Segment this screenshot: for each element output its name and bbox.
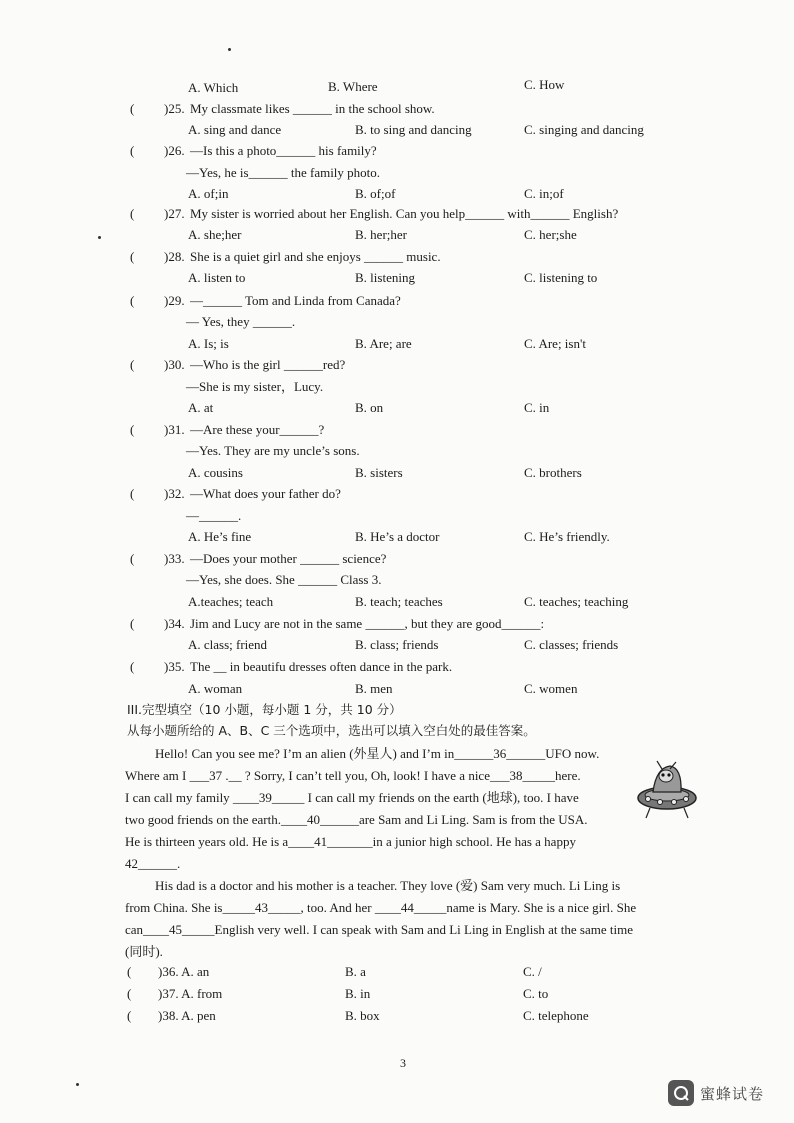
answer-paren[interactable]: (: [130, 293, 135, 308]
answer-paren[interactable]: (: [130, 659, 135, 674]
page-number: 3: [400, 1056, 406, 1070]
scan-speck: [76, 1083, 79, 1086]
passage-line: His dad is a doctor and his mother is a teacher. They love (爱) Sam very much. Li Ling is: [155, 878, 621, 893]
answer-paren[interactable]: (: [127, 964, 132, 979]
question-stem: —What does your father do?: [190, 486, 341, 501]
answer-paren[interactable]: (: [127, 986, 132, 1001]
option-a[interactable]: A. listen to: [188, 270, 246, 285]
option-b[interactable]: B. Are; are: [355, 336, 412, 351]
passage-line: (同时).: [125, 944, 163, 959]
answer-paren[interactable]: (: [130, 206, 135, 221]
option-b[interactable]: B. men: [355, 681, 393, 696]
option-a[interactable]: A. cousins: [188, 465, 243, 480]
question-stem-line: —Yes, he is______ the family photo.: [186, 165, 381, 180]
cloze-option-c[interactable]: C. telephone: [523, 1008, 589, 1023]
question-number: )28.: [164, 249, 185, 264]
cloze-option-c[interactable]: C. /: [523, 964, 542, 979]
option-a[interactable]: A. woman: [188, 681, 243, 696]
cloze-option-b[interactable]: B. in: [345, 986, 371, 1001]
passage-line: can____45_____English very well. I can speak with Sam and Li Ling in English at the same time: [125, 922, 633, 937]
question-stem-line: —Yes. They are my uncle’s sons.: [186, 443, 360, 458]
option-b[interactable]: B. sisters: [355, 465, 403, 480]
passage-line: Hello! Can you see me? I’m an alien (外星人) and I’m in______36______UFO now.: [155, 746, 600, 761]
question-stem: —Who is the girl ______red?: [190, 357, 346, 372]
answer-paren[interactable]: (: [130, 616, 135, 631]
passage-line: He is thirteen years old. He is a____41_______in a junior high school. He has a happy: [125, 834, 576, 849]
question-stem-line: —Yes, she does. She ______ Class 3.: [186, 572, 382, 587]
option-b[interactable]: B. of;of: [355, 186, 396, 201]
cloze-option-b[interactable]: B. box: [345, 1008, 380, 1023]
question-stem-line: —She is my sister，Lucy.: [186, 379, 324, 394]
q24-option-b: B. Where: [328, 79, 378, 94]
answer-paren[interactable]: (: [130, 422, 135, 437]
question-stem: Jim and Lucy are not in the same ______, but they are good______:: [190, 616, 545, 631]
question-stem: —Does your mother ______ science?: [190, 551, 387, 566]
option-c[interactable]: C. classes; friends: [524, 637, 619, 652]
option-a[interactable]: A. she;her: [188, 227, 242, 242]
answer-paren[interactable]: (: [130, 101, 135, 116]
answer-paren[interactable]: (: [130, 551, 135, 566]
question-number: )35.: [164, 659, 185, 674]
passage-line: Where am I ___37 .__ ? Sorry, I can’t tell you, Oh, look! I have a nice___38_____here.: [125, 768, 581, 783]
question-stem: My sister is worried about her English. Can you help______ with______ English?: [190, 206, 619, 221]
bee-exam-logo: [668, 1080, 764, 1106]
option-a[interactable]: A. sing and dance: [188, 122, 282, 137]
option-b[interactable]: B. He’s a doctor: [355, 529, 440, 544]
option-b[interactable]: B. teach; teaches: [355, 594, 443, 609]
question-number: )30.: [164, 357, 185, 372]
ufo-alien-illustration: [636, 758, 698, 822]
passage-line: two good friends on the earth.____40______are Sam and Li Ling. Sam is from the USA.: [125, 812, 588, 827]
question-stem: —Is this a photo______ his family?: [190, 143, 377, 158]
cloze-option-c[interactable]: C. to: [523, 986, 549, 1001]
option-b[interactable]: B. listening: [355, 270, 415, 285]
option-b[interactable]: B. to sing and dancing: [355, 122, 472, 137]
option-c[interactable]: C. singing and dancing: [524, 122, 644, 137]
option-c[interactable]: C. listening to: [524, 270, 598, 285]
scan-speck: [98, 236, 101, 239]
question-number: )27.: [164, 206, 185, 221]
option-b[interactable]: B. her;her: [355, 227, 407, 242]
option-a[interactable]: A. of;in: [188, 186, 229, 201]
question-number: )34.: [164, 616, 185, 631]
question-number: )25.: [164, 101, 185, 116]
option-b[interactable]: B. class; friends: [355, 637, 439, 652]
option-c[interactable]: C. in;of: [524, 186, 564, 201]
passage-line: I can call my family ____39_____ I can call my friends on the earth (地球), too. I have: [125, 790, 579, 805]
logo-text: 蜜蜂试卷: [700, 1084, 765, 1103]
option-a[interactable]: A. class; friend: [188, 637, 268, 652]
q24-option-a: A. Which: [188, 80, 239, 95]
option-a[interactable]: A. He’s fine: [188, 529, 252, 544]
section-3-title: III.完型填空（10 小题，每小题 1 分，共 10 分）: [127, 702, 402, 717]
question-number: )29.: [164, 293, 185, 308]
question-number: )26.: [164, 143, 185, 158]
answer-paren[interactable]: (: [130, 357, 135, 372]
answer-paren[interactable]: (: [130, 143, 135, 158]
option-a[interactable]: A. at: [188, 400, 214, 415]
option-a[interactable]: A. Is; is: [188, 336, 229, 351]
cloze-option-a[interactable]: )38. A. pen: [158, 1008, 216, 1023]
question-stem: —______ Tom and Linda from Canada?: [190, 293, 401, 308]
scan-speck: [228, 48, 231, 51]
option-c[interactable]: C. teaches; teaching: [524, 594, 629, 609]
question-stem: —Are these your______?: [190, 422, 325, 437]
question-stem: My classmate likes ______ in the school show.: [190, 101, 435, 116]
passage-line: 42______.: [125, 856, 181, 871]
passage-line: from China. She is_____43_____, too. And her ____44_____name is Mary. She is a nice girl. She: [125, 900, 637, 915]
cloze-option-b[interactable]: B. a: [345, 964, 366, 979]
section-3-instruction: 从每小题所给的 A、B、C 三个选项中，选出可以填入空白处的最佳答案。: [127, 723, 536, 738]
question-number: )32.: [164, 486, 185, 501]
question-number: )33.: [164, 551, 185, 566]
bee-logo-icon: [668, 1080, 694, 1106]
q24-option-c: C. How: [524, 77, 565, 92]
question-stem-line: — Yes, they ______.: [186, 314, 296, 329]
cloze-option-a[interactable]: )36. A. an: [158, 964, 210, 979]
option-a[interactable]: A.teaches; teach: [188, 594, 274, 609]
answer-paren[interactable]: (: [127, 1008, 132, 1023]
question-stem: She is a quiet girl and she enjoys ______ music.: [190, 249, 441, 264]
option-c[interactable]: C. in: [524, 400, 550, 415]
option-c[interactable]: C. her;she: [524, 227, 577, 242]
option-c[interactable]: C. women: [524, 681, 578, 696]
answer-paren[interactable]: (: [130, 486, 135, 501]
question-stem: The __ in beautifu dresses often dance in the park.: [190, 659, 453, 674]
option-c[interactable]: C. brothers: [524, 465, 582, 480]
option-c[interactable]: C. Are; isn't: [524, 336, 586, 351]
question-stem-line: —______.: [186, 508, 242, 523]
option-b[interactable]: B. on: [355, 400, 384, 415]
cloze-option-a[interactable]: )37. A. from: [158, 986, 223, 1001]
option-c[interactable]: C. He’s friendly.: [524, 529, 610, 544]
question-number: )31.: [164, 422, 185, 437]
answer-paren[interactable]: (: [130, 249, 135, 264]
